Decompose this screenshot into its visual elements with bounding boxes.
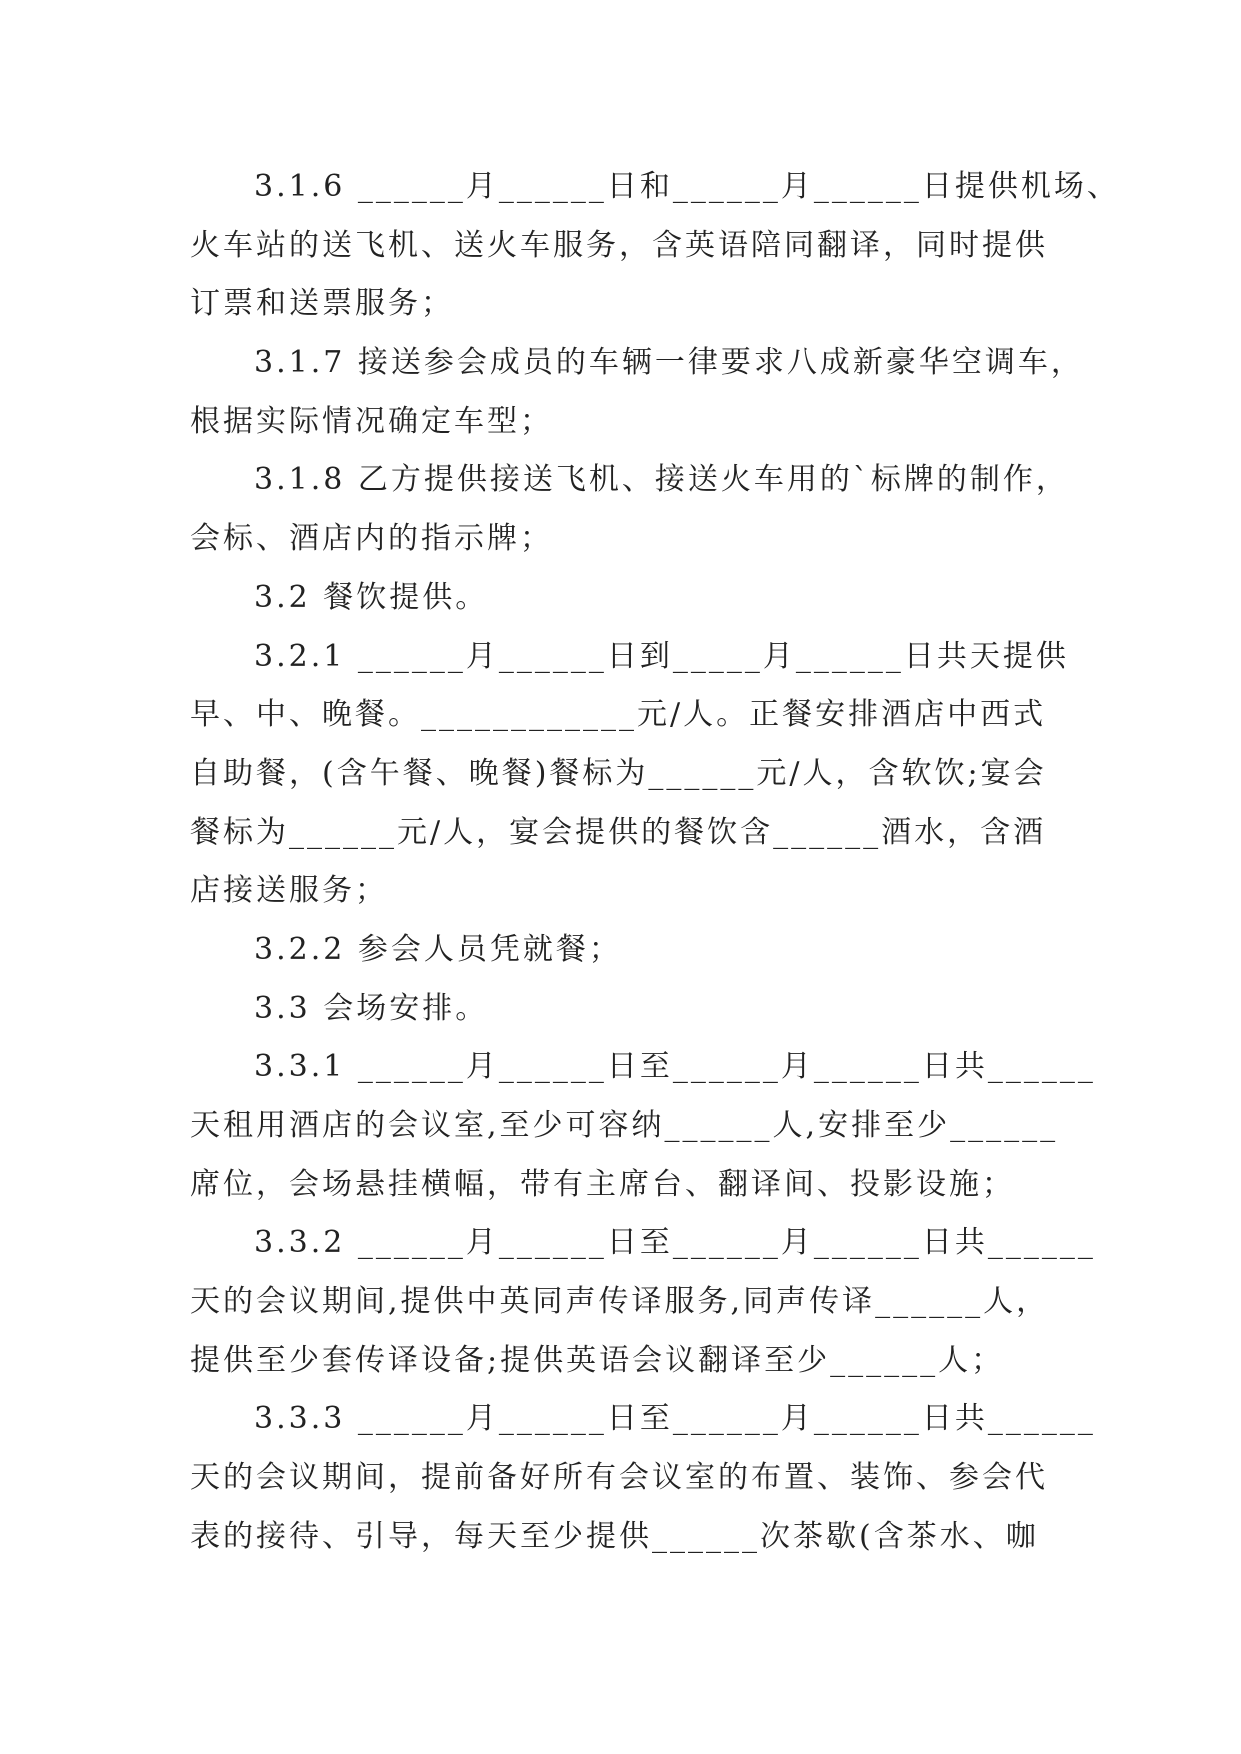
paragraph-3-1-6-line-2: 火车站的送飞机、送火车服务，含英语陪同翻译，同时提供 [190,227,1048,263]
paragraph-3-1-8-line-1: 3.1.8 乙方提供接送飞机、接送火车用的`标牌的制作， [254,462,1069,498]
paragraph-3-2-1-line-3: 自助餐，(含午餐、晚餐)餐标为______元/人，含软饮;宴会 [190,755,1047,791]
paragraph-3-3-2-line-2: 天的会议期间,提供中英同声传译服务,同声传译______人， [190,1284,1050,1320]
section-3-3-heading: 3.3 会场安排。 [254,990,489,1026]
paragraph-3-3-1-line-2: 天租用酒店的会议室,至少可容纳______人,安排至少______ [190,1108,1059,1143]
paragraph-3-2-1-line-2: 早、中、晚餐。____________元/人。正餐安排酒店中西式 [190,697,1047,733]
paragraph-3-2-1-line-1: 3.2.1 ______月______日到_____月______日共天提供 [254,638,1069,674]
paragraph-3-1-7-line-2: 根据实际情况确定车型； [190,403,553,439]
paragraph-3-3-2-line-1: 3.3.2 ______月______日至______月______日共______ [254,1225,1096,1261]
paragraph-3-1-6-line-1: 3.1.6 ______月______日和______月______日提供机场、 [254,169,1120,204]
paragraph-3-3-3-line-3: 表的接待、引导，每天至少提供______次茶歇(含茶水、咖 [190,1518,1039,1554]
paragraph-3-1-7-line-1: 3.1.7 接送参会成员的车辆一律要求八成新豪华空调车， [254,345,1084,381]
document-body [190,158,1120,1567]
paragraph-3-2-1-line-4: 餐标为______元/人，宴会提供的餐饮含______酒水，含酒 [190,814,1047,850]
paragraph-3-3-3-line-2: 天的会议期间，提前备好所有会议室的布置、装饰、参会代 [190,1460,1048,1496]
paragraph-3-3-2-line-3: 提供至少套传译设备;提供英语会议翻译至少______人； [190,1342,1005,1378]
paragraph-3-3-1-line-3: 席位，会场悬挂横幅，带有主席台、翻译间、投影设施； [190,1166,1015,1202]
paragraph-3-1-6-line-3: 订票和送票服务； [190,286,454,322]
paragraph-3-3-1-line-1: 3.3.1 ______月______日至______月______日共______ [254,1049,1096,1085]
paragraph-3-2-1-line-5: 店接送服务； [190,873,388,909]
paragraph-3-3-3-line-1: 3.3.3 ______月______日至______月______日共______ [254,1401,1096,1437]
paragraph-3-2-2: 3.2.2 参会人员凭就餐； [254,931,622,967]
paragraph-3-1-8-line-2: 会标、酒店内的指示牌； [190,521,553,557]
section-3-2-heading: 3.2 餐饮提供。 [254,579,489,615]
